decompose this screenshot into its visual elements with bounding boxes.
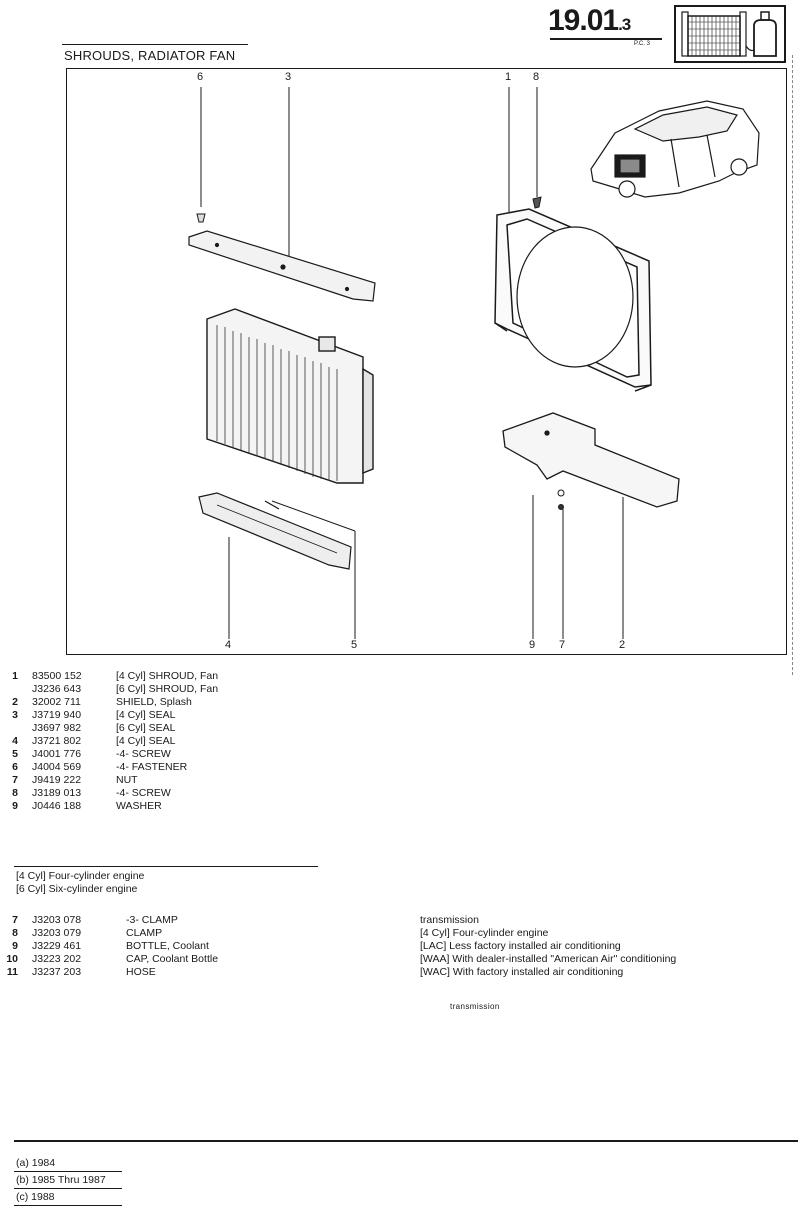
callout-9: 9: [529, 639, 536, 651]
callout-6: 6: [197, 71, 204, 83]
title-rule: [62, 44, 248, 45]
note-4cyl: [4 Cyl] Four-cylinder engine: [16, 870, 145, 882]
footnote-rule: [14, 1205, 122, 1206]
fastener-part: [197, 214, 205, 222]
note-transmission: transmission: [420, 914, 479, 926]
page-number-rule: [550, 38, 662, 40]
page-number: 19.01.3: [548, 4, 631, 37]
vehicle-illustration: [591, 101, 759, 197]
note-6cyl: [6 Cyl] Six-cylinder engine: [16, 883, 138, 895]
notes-rule: [14, 866, 318, 867]
callout-3: 3: [285, 71, 292, 83]
footnote-rule: [14, 1171, 122, 1172]
footnote-b: (b) 1985 Thru 1987: [16, 1174, 106, 1186]
lower-seal-part: [199, 493, 351, 569]
radiator-part: [207, 309, 373, 483]
note-wac: [WAC] With factory installed air conditioning: [420, 966, 624, 978]
fan-shroud-part: [495, 209, 651, 391]
exploded-parts-diagram: [66, 68, 787, 655]
callout-7: 7: [559, 639, 566, 651]
callout-1: 1: [505, 71, 512, 83]
screw-part: [533, 197, 541, 208]
page-edge-marks: [792, 55, 794, 675]
splash-shield-part: [503, 413, 679, 507]
footnote-c: (c) 1988: [16, 1191, 55, 1203]
seal-strip-part: [189, 231, 375, 301]
section-title: SHROUDS, RADIATOR FAN: [64, 48, 236, 63]
footer-rule: [14, 1140, 798, 1142]
callout-5: 5: [351, 639, 358, 651]
page-code: P.C. 3: [634, 41, 650, 47]
callout-4: 4: [225, 639, 232, 651]
callout-2: 2: [619, 639, 626, 651]
note-lac: [LAC] Less factory installed air conditioning: [420, 940, 621, 952]
footnote-a: (a) 1984: [16, 1157, 56, 1169]
footnote-rule: [14, 1188, 122, 1189]
callout-8: 8: [533, 71, 540, 83]
note-4cyl-right: [4 Cyl] Four-cylinder engine: [420, 927, 549, 939]
faint-transmission-text: transmission: [450, 1002, 500, 1011]
radiator-with-bottle-icon: [674, 2, 786, 64]
note-waa: [WAA] With dealer-installed "American Air" conditioning: [420, 953, 677, 965]
